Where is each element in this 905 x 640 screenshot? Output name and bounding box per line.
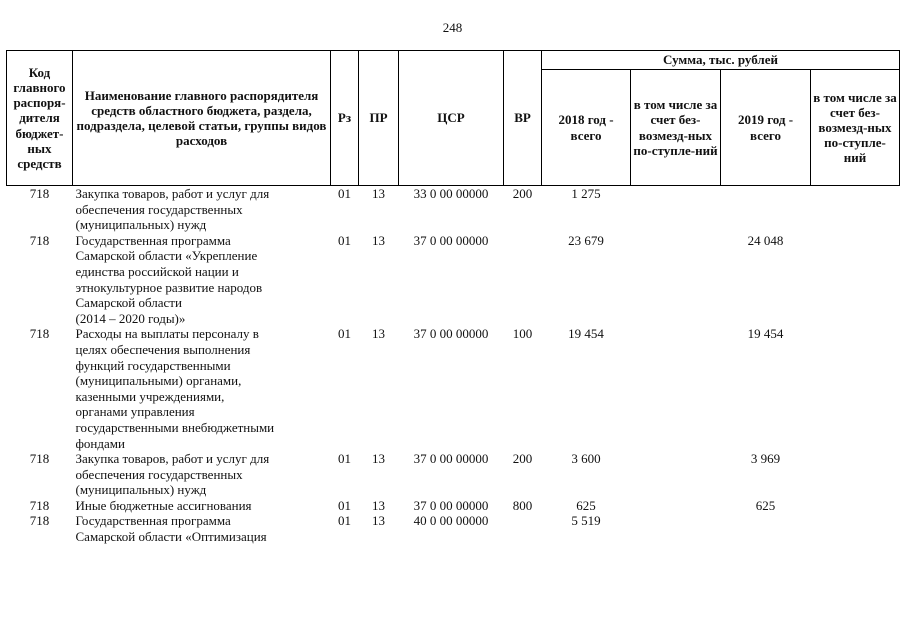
- table-row: [7, 498, 900, 514]
- cell-csr: 33 0 00 00000: [413, 186, 489, 201]
- header-vr: ВР: [504, 51, 542, 186]
- cell-vr: [504, 233, 542, 327]
- cell-csr: 37 0 00 00000: [413, 326, 489, 342]
- cell-2019-total: [721, 513, 811, 544]
- cell-name: Закупка товаров, работ и услуг для обеспечения государственных (муниципальных) нужд: [75, 451, 270, 498]
- table-header: [7, 51, 900, 186]
- cell-vr: 100: [512, 326, 533, 342]
- cell-2019-total: 625: [755, 497, 776, 513]
- cell-rz: 01: [338, 451, 351, 467]
- cell-csr: 37 0 00 00000: [413, 497, 489, 513]
- table-row: [7, 451, 900, 498]
- cell-rz: 01: [338, 497, 351, 513]
- cell-name: Иные бюджетные ассигнования: [75, 497, 252, 513]
- header-rz: Рз: [331, 51, 359, 186]
- header-2019-total: 2019 год - всего: [721, 70, 811, 186]
- header-csr: ЦСР: [399, 51, 504, 186]
- cell-2018-total: 3 600: [571, 451, 601, 467]
- cell-rz: 01: [338, 326, 351, 342]
- cell-rz: 01: [338, 232, 351, 248]
- cell-csr: 37 0 00 00000: [413, 232, 489, 248]
- table-row: [7, 233, 900, 327]
- cell-name: Закупка товаров, работ и услуг для обеспечения государственных (муниципальных) нужд: [75, 186, 270, 233]
- table-row: [7, 186, 900, 233]
- cell-2019-free: [811, 186, 900, 233]
- cell-pr: 13: [372, 513, 385, 529]
- cell-2018-free: [631, 186, 721, 233]
- cell-pr: 13: [372, 232, 385, 248]
- table-body: [7, 186, 900, 545]
- cell-code: 718: [29, 513, 50, 529]
- cell-pr: 13: [372, 497, 385, 513]
- cell-name: Расходы на выплаты персоналу в целях обеспечения выполнения функций государственными (муниципальными) органами, казенными учреждениями, органами управления государственными внебюджетными фондами: [75, 326, 275, 451]
- cell-vr: 200: [512, 451, 533, 467]
- cell-pr: 13: [372, 186, 385, 201]
- cell-rz: 01: [338, 186, 351, 201]
- cell-2019-total: 24 048: [747, 232, 784, 248]
- table-row: [7, 513, 900, 544]
- cell-2018-total: 19 454: [568, 326, 604, 342]
- cell-2018-free: [631, 513, 721, 544]
- cell-2019-free: [811, 233, 900, 327]
- cell-vr: 800: [512, 497, 533, 513]
- cell-2018-free: [631, 498, 721, 514]
- cell-code: 718: [29, 326, 50, 342]
- cell-csr: 40 0 00 00000: [413, 513, 489, 529]
- cell-2018-free: [631, 233, 721, 327]
- cell-2018-total: 5 519: [571, 513, 601, 529]
- header-2018-total: 2018 год - всего: [542, 70, 631, 186]
- header-name: Наименование главного распорядителя средств областного бюджета, раздела, подраздела, целевой статьи, группы видов расходов: [73, 51, 331, 186]
- cell-2019-total: 19 454: [747, 326, 784, 342]
- cell-rz: 01: [338, 513, 351, 529]
- cell-code: 718: [29, 186, 50, 201]
- cell-name: Государственная программа Самарской области «Укрепление единства российской нации и этнокультурное развитие народов Самарской области (2014 – 2020 годы)»: [75, 232, 263, 326]
- header-pr: ПР: [359, 51, 399, 186]
- cell-2019-free: [811, 326, 900, 451]
- cell-2019-free: [811, 451, 900, 498]
- cell-csr: 37 0 00 00000: [413, 451, 489, 467]
- table-row: [7, 326, 900, 451]
- cell-2019-total: 3 969: [750, 451, 781, 467]
- cell-name: Государственная программа Самарской области «Оптимизация: [75, 513, 267, 545]
- cell-pr: 13: [372, 451, 385, 467]
- cell-2019-free: [811, 513, 900, 544]
- cell-2018-total: 625: [576, 497, 596, 513]
- cell-2019-total: [721, 186, 811, 233]
- header-code: Код главного распоря-дителя бюджет-ных средств: [7, 51, 73, 186]
- cell-2018-free: [631, 326, 721, 451]
- page-number: 248: [442, 20, 463, 35]
- budget-table: [6, 50, 900, 545]
- cell-2018-free: [631, 451, 721, 498]
- cell-pr: 13: [372, 326, 385, 342]
- cell-vr: 200: [512, 186, 533, 201]
- cell-code: 718: [29, 497, 50, 513]
- cell-vr: [504, 513, 542, 544]
- header-sum: Сумма, тыс. рублей: [542, 51, 900, 70]
- cell-code: 718: [29, 451, 50, 467]
- cell-2018-total: 1 275: [571, 186, 601, 201]
- cell-2019-free: [811, 498, 900, 514]
- cell-code: 718: [29, 232, 50, 248]
- cell-2018-total: 23 679: [568, 232, 604, 248]
- header-2019-free: в том числе за счет без-возмезд-ных по-ступле-ний: [811, 70, 900, 186]
- header-2018-free: в том числе за счет без-возмезд-ных по-ступле-ний: [631, 70, 721, 186]
